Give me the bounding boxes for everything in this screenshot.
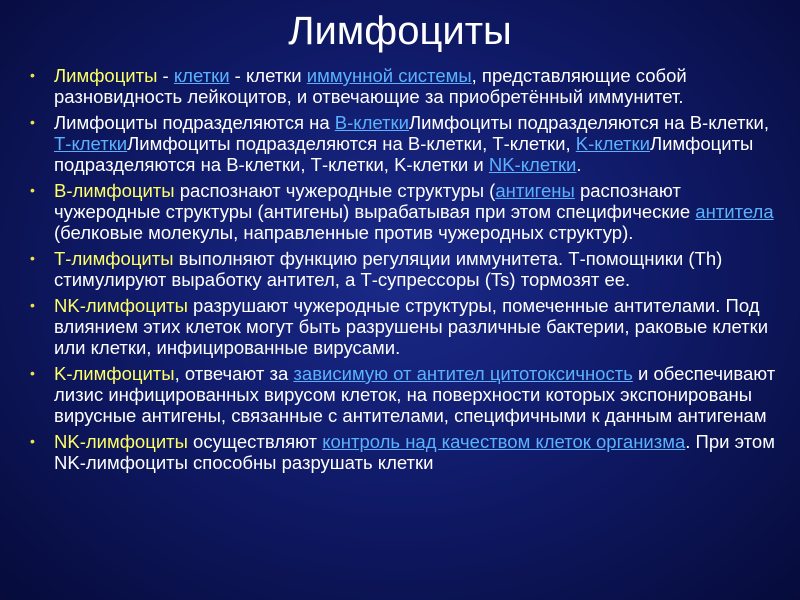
term-highlight[interactable]: NK-лимфоциты <box>54 295 188 316</box>
body-text: выполняют функцию регуляции иммунитета. Т-помощники (Th) стимулируют выработку антител, а Т-супрессоры (Ts) тормозят ее. <box>54 248 723 290</box>
body-text: распознают чужеродные структуры ( <box>174 180 496 201</box>
bullet-icon: • <box>30 67 35 83</box>
hyperlink[interactable]: антигены <box>495 180 575 201</box>
bullet-icon: • <box>30 365 35 381</box>
term-highlight[interactable]: Т-лимфоциты <box>54 248 174 269</box>
body-text: - клетки <box>229 65 307 86</box>
slide-title: Лимфоциты <box>288 9 512 53</box>
body-text: разрушают чужеродные структуры, помеченные антителами. Под влиянием этих клеток могут быть разрушены различные бактерии, раковые клетки или клетки, инфицированные вирусами. <box>54 295 769 358</box>
hyperlink[interactable]: иммунной системы <box>306 65 472 86</box>
bullet-item <box>30 180 780 243</box>
body-text: . При этом NK-лимфоциты способны разрушать клетки <box>54 431 775 473</box>
body-text: Лимфоциты подразделяются на В-клетки, Т-клетки, K-клетки и <box>54 133 754 175</box>
body-text: , отвечают за <box>174 363 294 384</box>
bullet-item <box>30 431 780 473</box>
body-text: - <box>157 65 174 86</box>
term-highlight[interactable]: K-лимфоциты <box>54 363 175 384</box>
term-highlight[interactable]: Лимфоциты <box>54 65 158 86</box>
body-text: Лимфоциты подразделяются на В-клетки, <box>408 112 770 133</box>
bullet-list <box>30 65 780 478</box>
bullet-item <box>30 248 780 290</box>
bullet-icon: • <box>30 433 35 449</box>
hyperlink[interactable]: зависимую от антител цитотоксичность <box>293 363 633 384</box>
hyperlink[interactable]: клетки <box>173 65 230 86</box>
body-text: (белковые молекулы, направленные против чужеродных структур). <box>54 222 634 243</box>
body-text: Лимфоциты подразделяются на В-клетки, Т-клетки, <box>127 133 576 154</box>
bullet-item <box>30 363 780 426</box>
hyperlink[interactable]: K-клетки <box>575 133 650 154</box>
hyperlink[interactable]: антитела <box>695 201 774 222</box>
bullet-icon: • <box>30 114 35 130</box>
hyperlink[interactable]: В-клетки <box>334 112 409 133</box>
body-text: и обеспечивают лизис инфицированных вирусом клеток, на поверхности которых экспонированы вирусные антигены, связанные с антителами, специфичными к данным антигенам <box>54 363 776 426</box>
body-text: , представляющие собой разновидность лейкоцитов, и отвечающие за приобретённый иммунитет. <box>54 65 687 107</box>
bullet-icon: • <box>30 297 35 313</box>
term-highlight[interactable]: В-лимфоциты <box>54 180 175 201</box>
body-text: Лимфоциты подразделяются на <box>54 112 335 133</box>
bullet-icon: • <box>30 182 35 198</box>
hyperlink[interactable]: контроль над качеством клеток организма <box>322 431 686 452</box>
hyperlink[interactable]: Т-клетки <box>54 133 128 154</box>
bullet-item <box>30 295 780 358</box>
body-text: осуществляют <box>187 431 323 452</box>
bullet-icon: • <box>30 250 35 266</box>
bullet-item <box>30 112 780 175</box>
hyperlink[interactable]: NK-клетки <box>488 154 577 175</box>
body-text: . <box>576 154 582 175</box>
body-text: распознают чужеродные структуры (антигены) вырабатывая при этом специфические <box>54 180 696 222</box>
term-highlight[interactable]: NK-лимфоциты <box>54 431 188 452</box>
bullet-item <box>30 65 780 107</box>
